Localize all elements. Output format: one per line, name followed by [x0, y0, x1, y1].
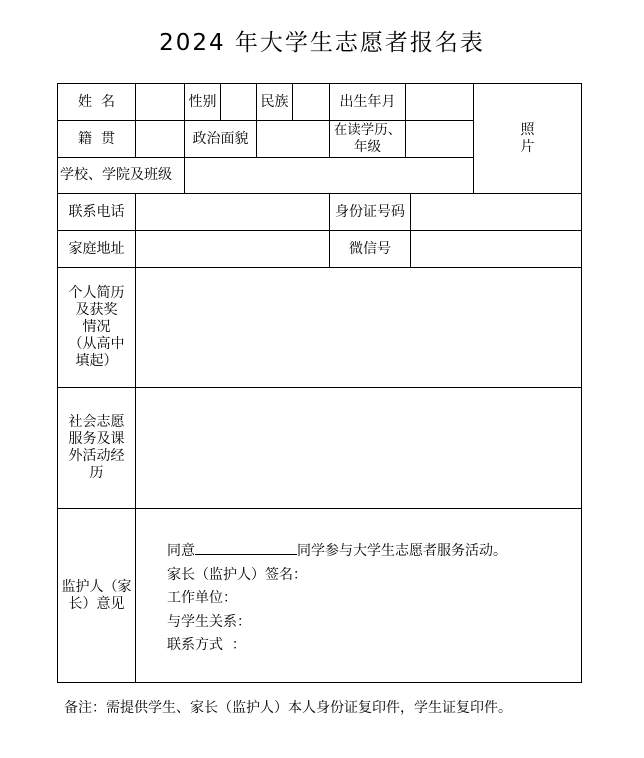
wechat-field[interactable]	[411, 231, 581, 267]
phone-label: 联系电话	[68, 203, 125, 220]
education-field[interactable]	[406, 121, 473, 157]
birth-field[interactable]	[406, 84, 473, 120]
education-label: 在读学历、 年级	[333, 122, 402, 155]
ethnicity-field[interactable]	[293, 84, 329, 120]
resume-label: 个人简历 及获奖 情况 （从高中 填起）	[68, 285, 125, 369]
guardian-label: 监护人（家 长）意见	[61, 578, 132, 612]
gender-field[interactable]	[221, 84, 256, 120]
birth-label: 出生年月	[339, 93, 396, 110]
hometown-field[interactable]	[136, 121, 184, 157]
guardian-work-unit: 工作单位：	[167, 590, 237, 606]
school-field[interactable]	[185, 158, 473, 193]
volunteer-label: 社会志愿 服务及课 外活动经 历	[68, 414, 125, 481]
footnote: 备注：需提供学生、家长（监护人）本人身份证复印件，学生证复印件。	[64, 700, 512, 716]
address-label: 家庭地址	[68, 240, 125, 257]
agree-line	[167, 540, 507, 564]
guardian-consent	[167, 540, 507, 658]
name-field[interactable]	[136, 84, 184, 120]
volunteer-field[interactable]	[136, 388, 581, 508]
guardian-contact: 联系方式 ：	[167, 637, 246, 653]
id-number-label: 身份证号码	[335, 203, 405, 220]
phone-field[interactable]	[136, 194, 329, 230]
guardian-relation: 与学生关系：	[167, 613, 251, 630]
guardian-signature: 家长（监护人）签名：	[167, 566, 307, 583]
photo-box[interactable]: 照 片	[520, 121, 535, 155]
form-title: 2024 年大学生志愿者报名表	[159, 30, 485, 56]
table-border-right	[581, 83, 582, 683]
ethnicity-label: 民族	[260, 93, 289, 110]
name-label: 姓 名	[78, 93, 115, 110]
address-field[interactable]	[136, 231, 329, 267]
gender-label: 性别	[188, 93, 217, 110]
id-number-field[interactable]	[411, 194, 581, 230]
student-name-blank[interactable]	[195, 540, 297, 555]
political-field[interactable]	[257, 121, 329, 157]
resume-field[interactable]	[136, 268, 581, 387]
school-label: 学校、学院及班级	[60, 167, 172, 183]
agree-suffix: 同学参与大学生志愿者服务活动。	[297, 543, 507, 559]
hometown-label: 籍 贯	[78, 130, 115, 147]
political-label: 政治面貌	[192, 130, 249, 147]
wechat-label: 微信号	[349, 240, 391, 257]
agree-prefix: 同意	[167, 543, 195, 559]
